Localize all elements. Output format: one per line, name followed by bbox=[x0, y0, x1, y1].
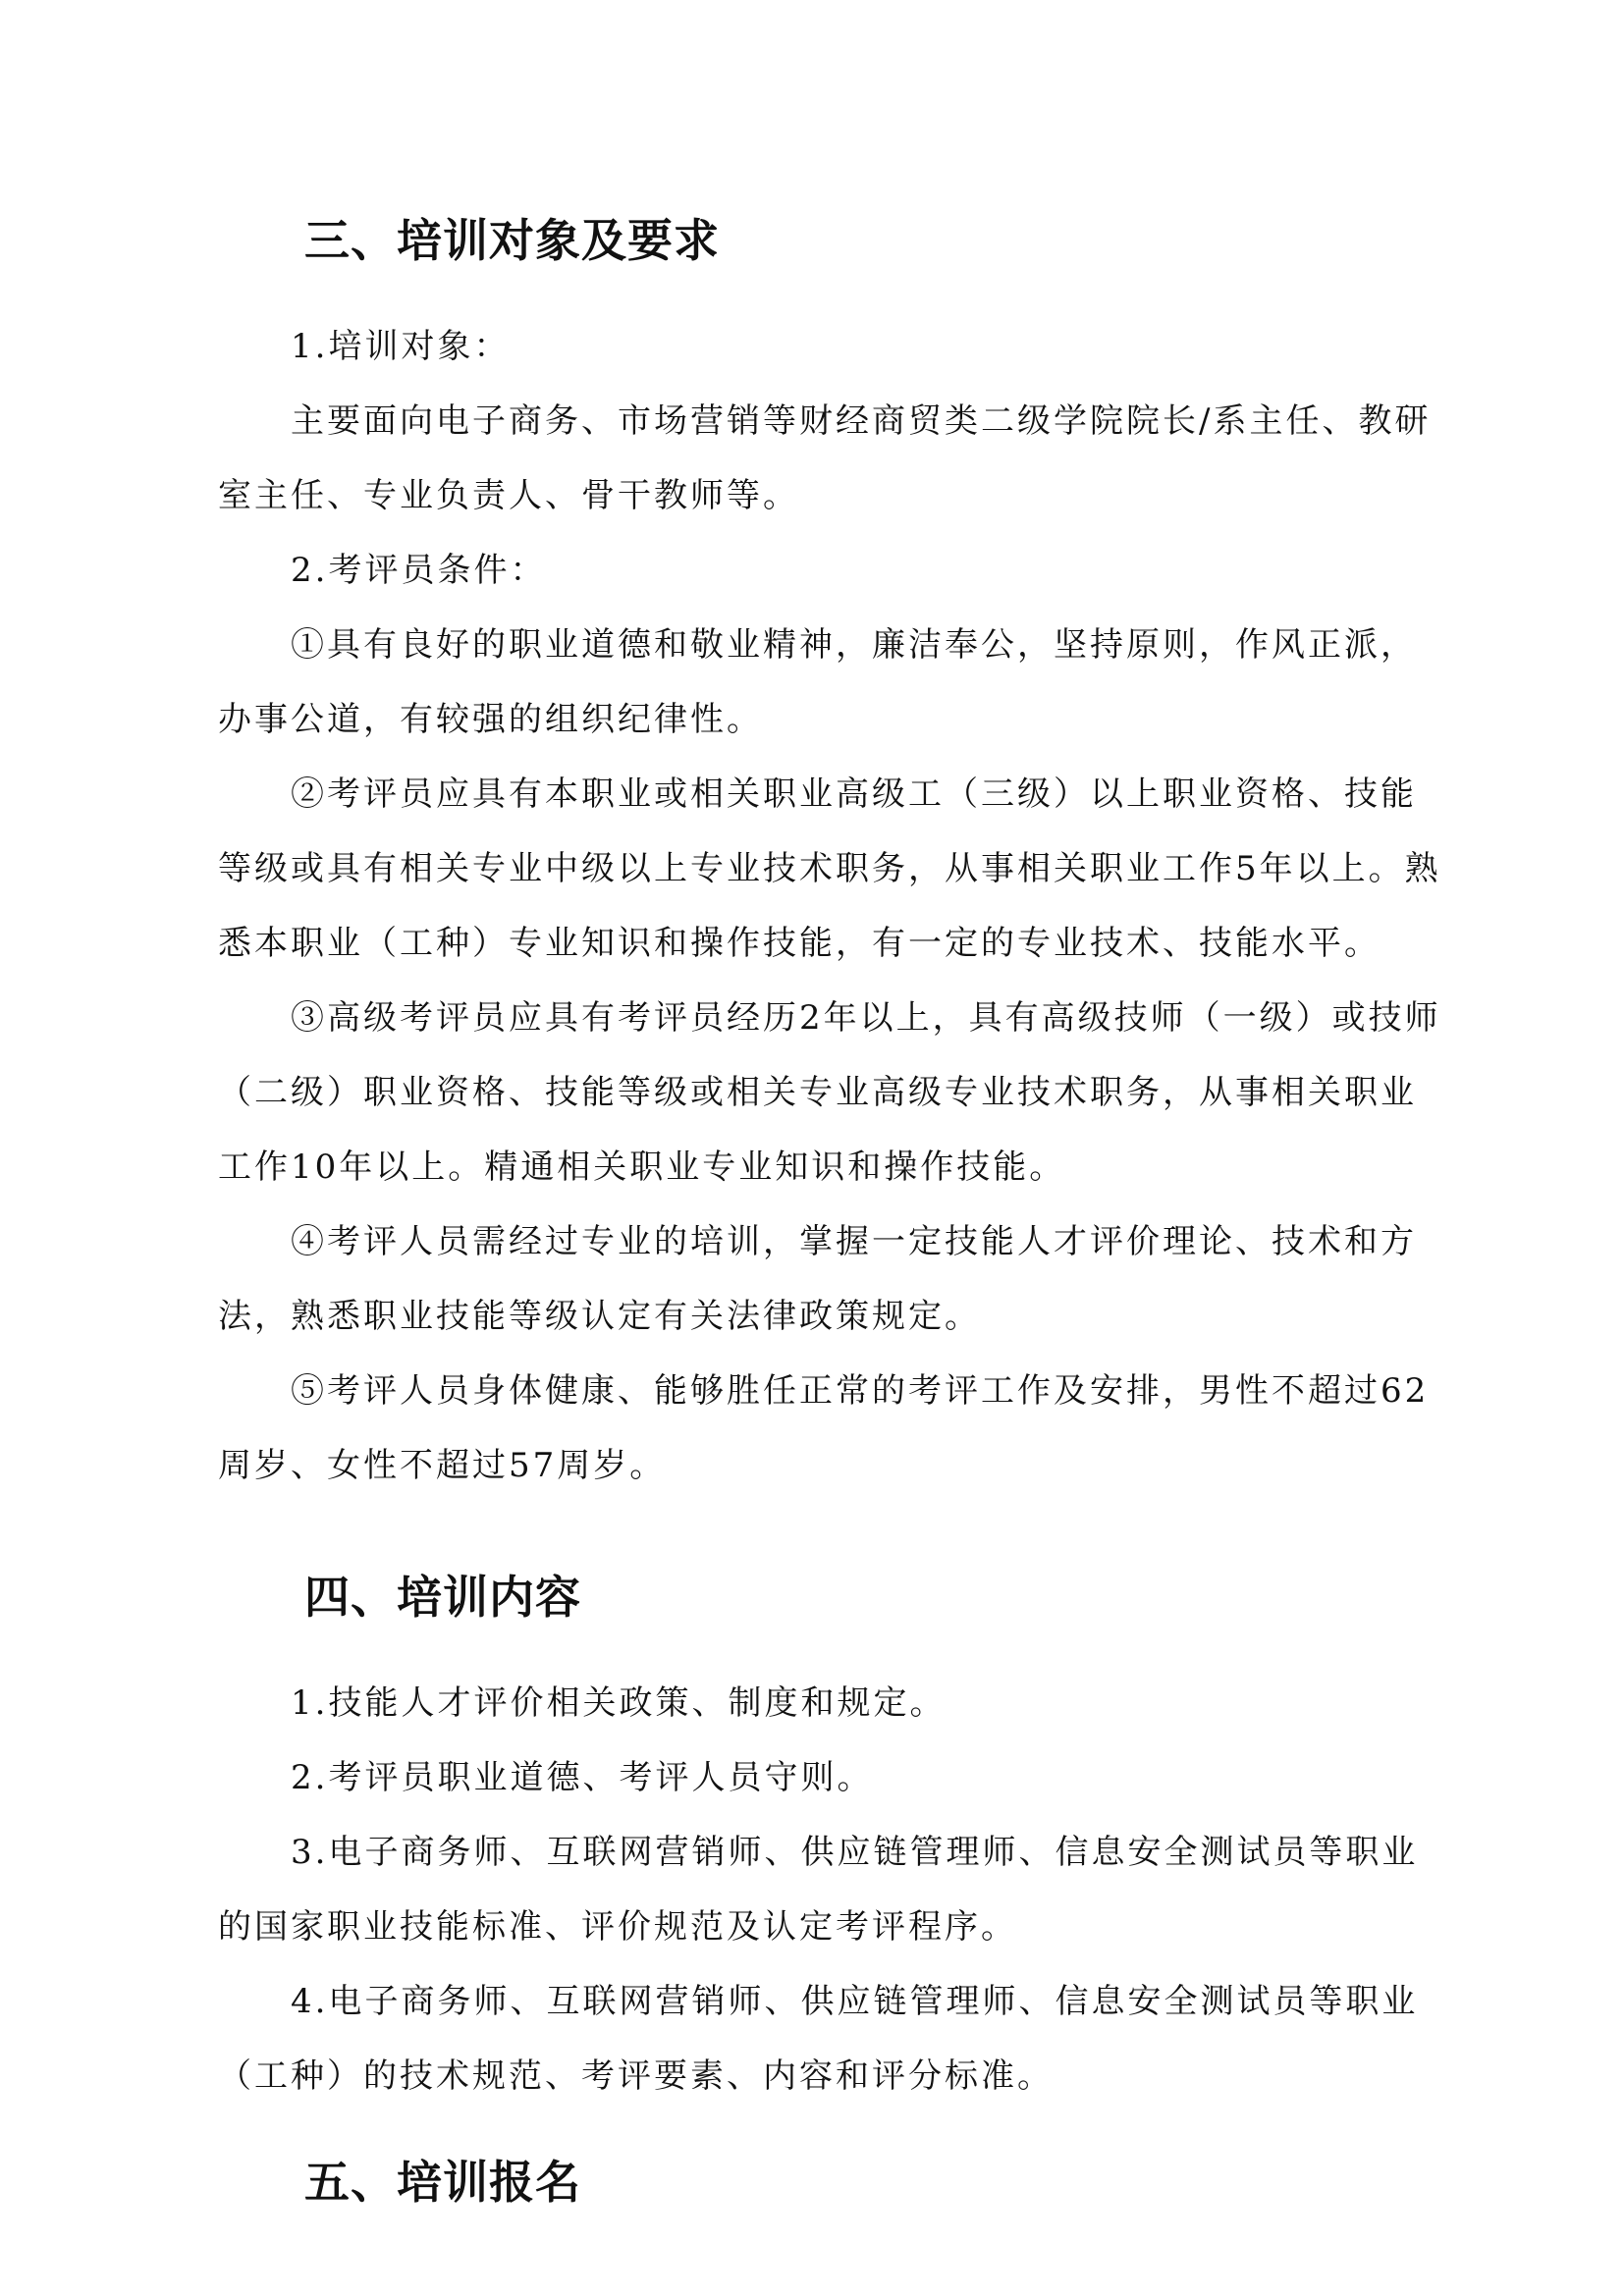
paragraph-condition-5: ⑤考评人员身体健康、能够胜任正常的考评工作及安排，男性不超过62周岁、女性不超过57周岁。 bbox=[218, 1371, 1430, 1485]
paragraph-examiner-conditions-label: 2.考评员条件： bbox=[291, 551, 547, 590]
paragraph-condition-3: ③高级考评员应具有考评员经历2年以上，具有高级技师（一级）或技师（二级）职业资格、技能等级或相关专业高级专业技术职务，从事相关职业工作10年以上。精通相关职业专业知识和操作技能。 bbox=[218, 998, 1441, 1187]
paragraph-content-3: 3.电子商务师、互联网营销师、供应链管理师、信息安全测试员等职业的国家职业技能标准、评价规范及认定考评程序。 bbox=[218, 1833, 1419, 1947]
paragraph-condition-2: ②考评员应具有本职业或相关职业高级工（三级）以上职业资格、技能等级或具有相关专业中级以上专业技术职务，从事相关职业工作5年以上。熟悉本职业（工种）专业知识和操作技能，有一定的专业技术、技能水平。 bbox=[218, 774, 1441, 963]
paragraph-condition-1: ①具有良好的职业道德和敬业精神，廉洁奉公，坚持原则，作风正派，办事公道，有较强的组织纪律性。 bbox=[218, 625, 1417, 739]
section-heading-registration: 五、培训报名 bbox=[304, 2156, 581, 2209]
document-page bbox=[218, 211, 1445, 2212]
section-heading-training-content: 四、培训内容 bbox=[304, 1571, 581, 1624]
paragraph-training-target-desc: 主要面向电子商务、市场营销等财经商贸类二级学院院长/系主任、教研室主任、专业负责人、骨干教师等。 bbox=[218, 401, 1432, 515]
paragraph-content-4: 4.电子商务师、互联网营销师、供应链管理师、信息安全测试员等职业（工种）的技术规范、考评要素、内容和评分标准。 bbox=[218, 1982, 1419, 2096]
paragraph-condition-4: ④考评人员需经过专业的培训，掌握一定技能人才评价理论、技术和方法，熟悉职业技能等级认定有关法律政策规定。 bbox=[218, 1222, 1417, 1336]
paragraph-training-target-label: 1.培训对象： bbox=[291, 327, 511, 366]
section-heading-training-target: 三、培训对象及要求 bbox=[304, 214, 720, 267]
paragraph-content-1: 1.技能人才评价相关政策、制度和规定。 bbox=[291, 1683, 947, 1723]
paragraph-content-2: 2.考评员职业道德、考评人员守则。 bbox=[291, 1758, 874, 1797]
